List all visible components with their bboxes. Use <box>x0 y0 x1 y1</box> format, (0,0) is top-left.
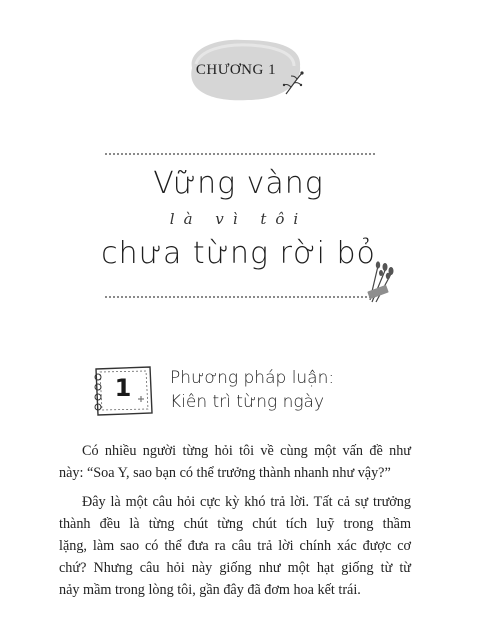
paragraph-2 <box>59 491 411 601</box>
flower-bunch-icon <box>364 258 400 306</box>
title-divider-bottom <box>105 296 375 298</box>
paragraph-line: này: “Soa Y, sao bạn có thể trưởng thành nhanh như vậy?” <box>59 465 391 481</box>
title-line-3: chưa từng rời bỏ <box>101 236 376 271</box>
paragraph-line: Có nhiều người từng hỏi tôi về cùng một vấn đề như <box>82 443 411 459</box>
paragraph-line: nảy mầm trong lòng tôi, gần đây đã đơm hoa kết trái. <box>59 582 361 598</box>
chapter-label: CHƯƠNG 1 <box>195 62 277 78</box>
section-heading <box>170 366 334 414</box>
section-heading-line-1: Phương pháp luận: <box>170 368 335 388</box>
paragraph-1 <box>59 440 411 484</box>
paragraph-line: chứ? Nhưng câu hỏi này giống như một hạt giống từ từ <box>59 560 411 576</box>
section-number: 1 <box>114 374 132 402</box>
paragraph-line: lặng, làm sao có thể đưa ra câu trả lời chính xác được cơ <box>59 538 411 554</box>
section-heading-line-2: Kiên trì từng ngày <box>170 392 325 412</box>
paragraph-line: thành đều là từng chút từng chút tích luỹ trong thầm <box>59 516 411 532</box>
title-line-2: là vì tôi <box>169 210 308 228</box>
paragraph-line: Đây là một câu hỏi cực kỳ khó trả lời. Tất cả sự trưởng <box>82 494 411 510</box>
title-divider-top <box>105 153 375 155</box>
title-line-1: Vững vàng <box>153 166 324 201</box>
sprig-icon <box>282 70 308 96</box>
